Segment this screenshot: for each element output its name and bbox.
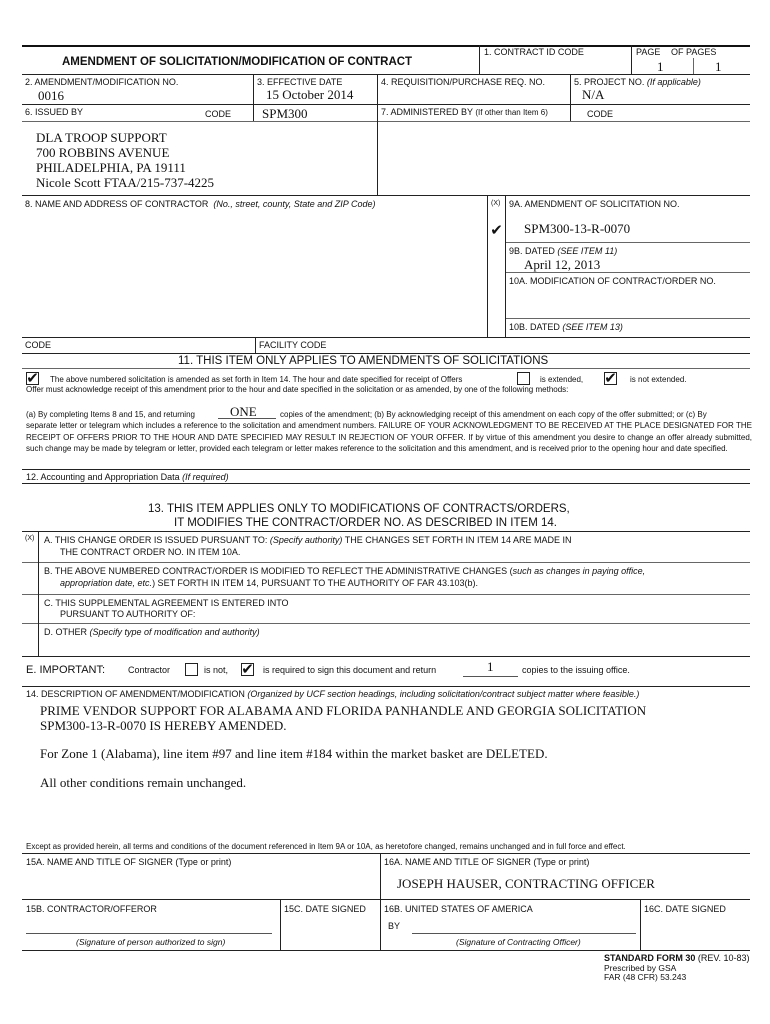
amend-sol-label: 9A. AMENDMENT OF SOLICITATION NO.	[509, 199, 680, 209]
vline-effective	[253, 74, 254, 104]
row-line-13-title	[22, 531, 750, 532]
row-line-13b	[22, 594, 750, 595]
item11-line2: Offer must acknowledge receipt of this amendment prior to the hour and date specified in the solicitation or as amended, by one of the following methods:	[26, 385, 569, 394]
return-copies-line	[463, 676, 518, 677]
page-value: 1	[657, 59, 664, 74]
standard-form-label: STANDARD FORM 30 (REV. 10-83)	[604, 953, 750, 963]
project-no-label: 5. PROJECT NO. (If applicable)	[574, 77, 701, 87]
effective-date-label: 3. EFFECTIVE DATE	[257, 77, 343, 87]
row-line-13d	[22, 656, 750, 657]
line-9a-bottom	[505, 242, 750, 243]
vline-requisition	[377, 74, 378, 104]
is-not-checkbox[interactable]	[185, 663, 198, 676]
check-9a-icon: ✔	[490, 221, 503, 239]
is-required-label: is required to sign this document and return	[263, 665, 437, 675]
dated-10b-label: 10B. DATED (SEE ITEM 13)	[509, 322, 623, 332]
is-extended-label: is extended,	[540, 375, 584, 384]
is-not-label: is not,	[204, 665, 229, 675]
return-copies-label: copies to the issuing office.	[522, 665, 630, 675]
row-line-8	[22, 195, 750, 196]
contractor-code-label: CODE	[25, 340, 52, 350]
description-line-2: SPM300-13-R-0070 IS HEREBY AMENDED.	[40, 718, 287, 733]
return-copies-value: 1	[487, 659, 494, 674]
copies-returned-line	[218, 418, 276, 419]
item13b-line1: B. THE ABOVE NUMBERED CONTRACT/ORDER IS MODIFIED TO REFLECT THE ADMINISTRATIVE CHANGES (such as changes in paying office,	[44, 566, 646, 576]
dated-9b-label: 9B. DATED (SEE ITEM 11)	[509, 246, 618, 256]
admin-code-label: CODE	[587, 109, 614, 119]
not-extended-check-icon: ✔	[604, 369, 617, 387]
accounting-label: 12. Accounting and Appropriation Data (If required)	[26, 472, 229, 482]
item13b-line2: appropriation date, etc.) SET FORTH IN ITEM 14, PURSUANT TO THE AUTHORITY OF FAR 43.103(b).	[60, 578, 478, 588]
contractor-word: Contractor	[128, 665, 171, 675]
item11-para-mid: copies of the amendment; (b) By acknowledging receipt of this amendment on each copy of the offer submitted; or (c) By	[280, 410, 707, 419]
important-label: E. IMPORTANT:	[26, 664, 106, 676]
project-no-value: N/A	[582, 87, 605, 102]
administered-by-label: 7. ADMINISTERED BY (If other than Item 6)	[381, 107, 548, 117]
vline-16a	[380, 853, 381, 950]
vline-13-x	[38, 531, 39, 656]
x-label-9: (X)	[491, 200, 501, 207]
dated-9b-value: April 12, 2013	[524, 257, 601, 272]
signature-15-note: (Signature of person authorized to sign)	[76, 937, 226, 947]
of-pages-label: OF PAGES	[671, 47, 717, 57]
item13-title-1: 13. THIS ITEM APPLIES ONLY TO MODIFICATIONS OF CONTRACTS/ORDERS,	[148, 503, 570, 515]
amend-sol-value: SPM300-13-R-0070	[524, 221, 631, 236]
issuer-address-4: Nicole Scott FTAA/215-737-4225	[36, 175, 215, 190]
contract-id-label: 1. CONTRACT ID CODE	[484, 47, 584, 57]
row-line-13	[22, 483, 750, 484]
date-16c-label: 16C. DATE SIGNED	[644, 904, 726, 914]
is-required-check-icon: ✔	[241, 660, 254, 678]
signature-16-line	[412, 933, 636, 934]
vline-9a-col	[505, 195, 506, 337]
not-extended-label: is not extended.	[630, 375, 687, 384]
issuer-address-3: PHILADELPHIA, PA 19111	[36, 160, 186, 175]
row-line-14	[22, 686, 750, 687]
row-line-6	[22, 104, 750, 105]
issuer-address-1: DLA TROOP SUPPORT	[36, 130, 167, 145]
contractor-label: 8. NAME AND ADDRESS OF CONTRACTOR (No., street, county, State and ZIP Code)	[25, 199, 376, 209]
signer-16a-value: JOSEPH HAUSER, CONTRACTING OFFICER	[397, 876, 655, 891]
signer-16a-label: 16A. NAME AND TITLE OF SIGNER (Type or print)	[384, 857, 590, 867]
vline-contract-id	[479, 45, 480, 74]
description-line-1: PRIME VENDOR SUPPORT FOR ALABAMA AND FLORIDA PANHANDLE AND GEORGIA SOLICITATION	[40, 703, 647, 718]
item13c-line2: PURSUANT TO AUTHORITY OF:	[60, 609, 196, 619]
vline-page	[631, 45, 632, 74]
vline-16c	[640, 899, 641, 950]
signer-15a-label: 15A. NAME AND TITLE OF SIGNER (Type or print)	[26, 857, 232, 867]
item11-para-start: (a) By completing Items 8 and 15, and returning	[26, 410, 195, 419]
copies-returned-value: ONE	[230, 404, 257, 419]
vline-administered	[377, 104, 378, 195]
issued-by-label: 6. ISSUED BY	[25, 107, 84, 117]
row-line-7-sub	[22, 121, 750, 122]
mod-contract-label: 10A. MODIFICATION OF CONTRACT/ORDER NO.	[509, 276, 716, 286]
vline-project	[570, 74, 571, 104]
effective-date-value: 15 October 2014	[266, 87, 354, 102]
row-line-15a	[22, 853, 750, 854]
date-15c-label: 15C. DATE SIGNED	[284, 904, 366, 914]
row-line-13a	[22, 562, 750, 563]
item11-para-rest: separate letter or telegram which includes a reference to the solicitation and amendment numbers. FAILURE OF YOUR ACKNOWLEDGMENT TO BE RECEIVED AT THE PLACE DESIGNATED FOR THE RECEIPT OF OFFERS PRIOR TO THE HOUR AND DATE SPECIFIED MAY RESULT IN REJECTION OF YOUR OFFER. If by virtue of this amendment you desire to change an offer already submitted, such change may be made by telegram or letter, provided each telegram or letter makes reference to the solicitation and this amendment, and is received prior to the opening hour and date specified.	[26, 421, 752, 453]
item13c-line1: C. THIS SUPPLEMENTAL AGREEMENT IS ENTERED INTO	[44, 598, 289, 608]
signature-15-line	[26, 933, 272, 934]
item13-title-2: IT MODIFIES THE CONTRACT/ORDER NO. AS DESCRIBED IN ITEM 14.	[174, 517, 557, 529]
x-label-13: (X)	[25, 535, 35, 542]
vline-of-pages	[693, 58, 694, 74]
of-pages-value: 1	[715, 59, 722, 74]
issued-code-label: CODE	[205, 109, 232, 119]
facility-code-label: FACILITY CODE	[259, 340, 327, 350]
contractor-15b-label: 15B. CONTRACTOR/OFFEROR	[26, 904, 157, 914]
row-line-13c	[22, 623, 750, 624]
except-text: Except as provided herein, all terms and conditions of the document referenced in Item 9A or 10A, as heretofore changed, remains unchanged and in full force and effect.	[26, 842, 626, 851]
requisition-label: 4. REQUISITION/PURCHASE REQ. NO.	[381, 77, 546, 87]
vline-15c	[280, 899, 281, 950]
prescribed-label: Prescribed by GSA	[604, 963, 677, 973]
description-line-3: For Zone 1 (Alabama), line item #97 and line item #184 within the market basket are DELETED.	[40, 746, 548, 761]
row-line-code	[22, 337, 750, 338]
form-title: AMENDMENT OF SOLICITATION/MODIFICATION OF CONTRACT	[62, 56, 413, 68]
signature-16-note: (Signature of Contracting Officer)	[456, 937, 581, 947]
row-line-12	[22, 469, 750, 470]
issued-code-value: SPM300	[262, 106, 308, 121]
bottom-border	[22, 950, 750, 951]
far-label: FAR (48 CFR) 53.243	[604, 972, 687, 982]
issuer-address-2: 700 ROBBINS AVENUE	[36, 145, 170, 160]
vline-issued-code	[253, 104, 254, 121]
row-line-2	[22, 74, 750, 75]
vline-x-col	[487, 195, 488, 337]
by-label: BY	[388, 921, 401, 931]
row-line-11-title	[22, 368, 750, 369]
row-line-11	[22, 353, 750, 354]
page-label: PAGE	[636, 47, 661, 57]
line-10a-bottom	[505, 318, 750, 319]
item11-line1: The above numbered solicitation is amended as set forth in Item 14. The hour and date specified for receipt of Offers	[50, 375, 463, 384]
offer-amended-check-icon: ✔	[26, 369, 39, 387]
item11-title: 11. THIS ITEM ONLY APPLIES TO AMENDMENTS OF SOLICITATIONS	[178, 355, 549, 367]
amendment-no-label: 2. AMENDMENT/MODIFICATION NO.	[25, 77, 179, 87]
item13a-line2: THE CONTRACT ORDER NO. IN ITEM 10A.	[60, 547, 241, 557]
amendment-no-value: 0016	[38, 88, 64, 103]
vline-facility	[255, 337, 256, 353]
description-label: 14. DESCRIPTION OF AMENDMENT/MODIFICATION (Organized by UCF section headings, including solicitation/contract subject matter where feasible.)	[26, 689, 640, 699]
usa-16b-label: 16B. UNITED STATES OF AMERICA	[384, 904, 533, 914]
item13a-line1: A. THIS CHANGE ORDER IS ISSUED PURSUANT TO: (Specify authority) THE CHANGES SET FORTH IN ITEM 14 ARE MADE IN	[44, 535, 572, 545]
vline-admin-code	[570, 104, 571, 121]
item13d-line: D. OTHER (Specify type of modification and authority)	[44, 627, 260, 637]
description-line-4: All other conditions remain unchanged.	[40, 775, 247, 790]
